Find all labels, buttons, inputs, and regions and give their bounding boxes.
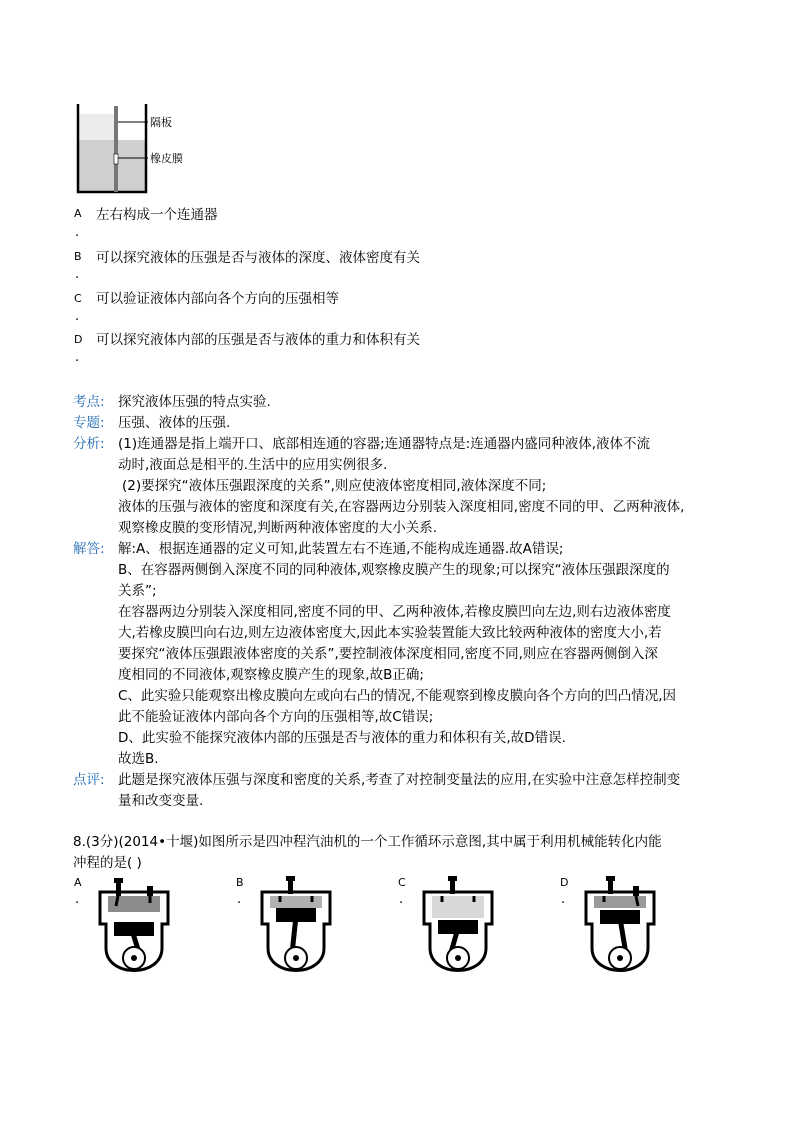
engine-diagram-d bbox=[578, 876, 662, 986]
jieda-line: B、在容器两侧倒入深度不同的同种液体,观察橡皮膜产生的现象;可以探究“液体压强跟深度的 bbox=[118, 562, 670, 578]
fenxi-line: (1)连通器是指上端开口、底部相连通的容器;连通器特点是:连通器内盛同种液体,液体不流 bbox=[118, 436, 651, 452]
jieda-line: 要探究“液体压强跟液体密度的关系”,要控制液体深度相同,密度不同,则应在容器两侧倒入深 bbox=[118, 646, 658, 662]
kaodian-text: 探究液体压强的特点实验. bbox=[118, 394, 271, 410]
label-zhuanti: 专题: bbox=[73, 415, 105, 431]
option-d-letter: D bbox=[74, 333, 83, 346]
question-8-line: 8.(3分)(2014•十堰)如图所示是四冲程汽油机的一个工作循环示意图,其中属于利用机械能转化内能 bbox=[73, 834, 662, 850]
jieda-line: 在容器两边分别装入深度相同,密度不同的甲、乙两种液体,若橡皮膜凹向左边,则右边液体密度 bbox=[118, 604, 671, 620]
jieda-line: 大,若橡皮膜凹向右边,则左边液体密度大,因此本实验装置能大致比较两种液体的密度大小,若 bbox=[118, 625, 662, 641]
option-a-dot: . bbox=[75, 225, 80, 240]
label-rubber-membrane: 橡皮膜 bbox=[150, 152, 183, 165]
label-dianping: 点评: bbox=[73, 772, 105, 788]
dianping-line: 此题是探究液体压强与深度和密度的关系,考查了对控制变量法的应用,在实验中注意怎样控制变 bbox=[118, 772, 681, 788]
question-8-line: 冲程的是( ) bbox=[73, 855, 142, 871]
engine-choice-b-dot: . bbox=[237, 892, 242, 907]
option-b-letter: B bbox=[74, 250, 82, 263]
jieda-line: 解:A、根据连通器的定义可知,此装置左右不连通,不能构成连通器.故A错误; bbox=[118, 541, 564, 557]
option-c-letter: C bbox=[74, 292, 82, 305]
container-figure bbox=[74, 100, 190, 196]
engine-choice-c-dot: . bbox=[399, 892, 404, 907]
jieda-line: 故选B. bbox=[118, 751, 159, 767]
zhuanti-text: 压强、液体的压强. bbox=[118, 415, 231, 431]
option-b-dot: . bbox=[75, 267, 80, 282]
engine-diagram-b bbox=[254, 876, 338, 986]
engine-diagram-c bbox=[416, 876, 500, 986]
label-partition: 隔板 bbox=[150, 116, 172, 129]
fenxi-line: 观察橡皮膜的变形情况,判断两种液体密度的大小关系. bbox=[118, 520, 438, 536]
option-c-text: 可以验证液体内部向各个方向的压强相等 bbox=[96, 291, 339, 307]
jieda-line: 关系”; bbox=[118, 583, 157, 599]
fenxi-line: 液体的压强与液体的密度和深度有关,在容器两边分别装入深度相同,密度不同的甲、乙两种液体, bbox=[118, 499, 685, 515]
container-diagram bbox=[74, 100, 190, 196]
label-fenxi: 分析: bbox=[73, 436, 105, 452]
engine-choice-d-dot: . bbox=[561, 892, 566, 907]
engine-choice-c-letter: C bbox=[398, 876, 406, 889]
option-a-text: 左右构成一个连通器 bbox=[96, 207, 218, 223]
dianping-line: 量和改变变量. bbox=[118, 793, 204, 809]
fenxi-line: 动时,液面总是相平的.生活中的应用实例很多. bbox=[118, 457, 388, 473]
jieda-line: C、此实验只能观察出橡皮膜向左或向右凸的情况,不能观察到橡皮膜向各个方向的凹凸情况,因 bbox=[118, 688, 677, 704]
label-jieda: 解答: bbox=[73, 541, 105, 557]
engine-choice-d-letter: D bbox=[560, 876, 569, 889]
option-a-letter: A bbox=[74, 207, 82, 220]
engine-choice-a-letter: A bbox=[74, 876, 82, 889]
option-d-dot: . bbox=[75, 350, 80, 365]
option-c-dot: . bbox=[75, 309, 80, 324]
fenxi-line: (2)要探究“液体压强跟深度的关系”,则应使液体密度相同,液体深度不同; bbox=[122, 478, 547, 494]
engine-choice-a-dot: . bbox=[75, 892, 80, 907]
engine-diagram-a bbox=[92, 876, 176, 986]
jieda-line: D、此实验不能探究液体内部的压强是否与液体的重力和体积有关,故D错误. bbox=[118, 730, 566, 746]
engine-choice-b-letter: B bbox=[236, 876, 244, 889]
option-d-text: 可以探究液体内部的压强是否与液体的重力和体积有关 bbox=[96, 332, 420, 348]
jieda-line: 此不能验证液体内部向各个方向的压强相等,故C错误; bbox=[118, 709, 434, 725]
jieda-line: 度相同的不同液体,观察橡皮膜产生的现象,故B正确; bbox=[118, 667, 424, 683]
option-b-text: 可以探究液体的压强是否与液体的深度、液体密度有关 bbox=[96, 250, 420, 266]
label-kaodian: 考点: bbox=[73, 394, 105, 410]
